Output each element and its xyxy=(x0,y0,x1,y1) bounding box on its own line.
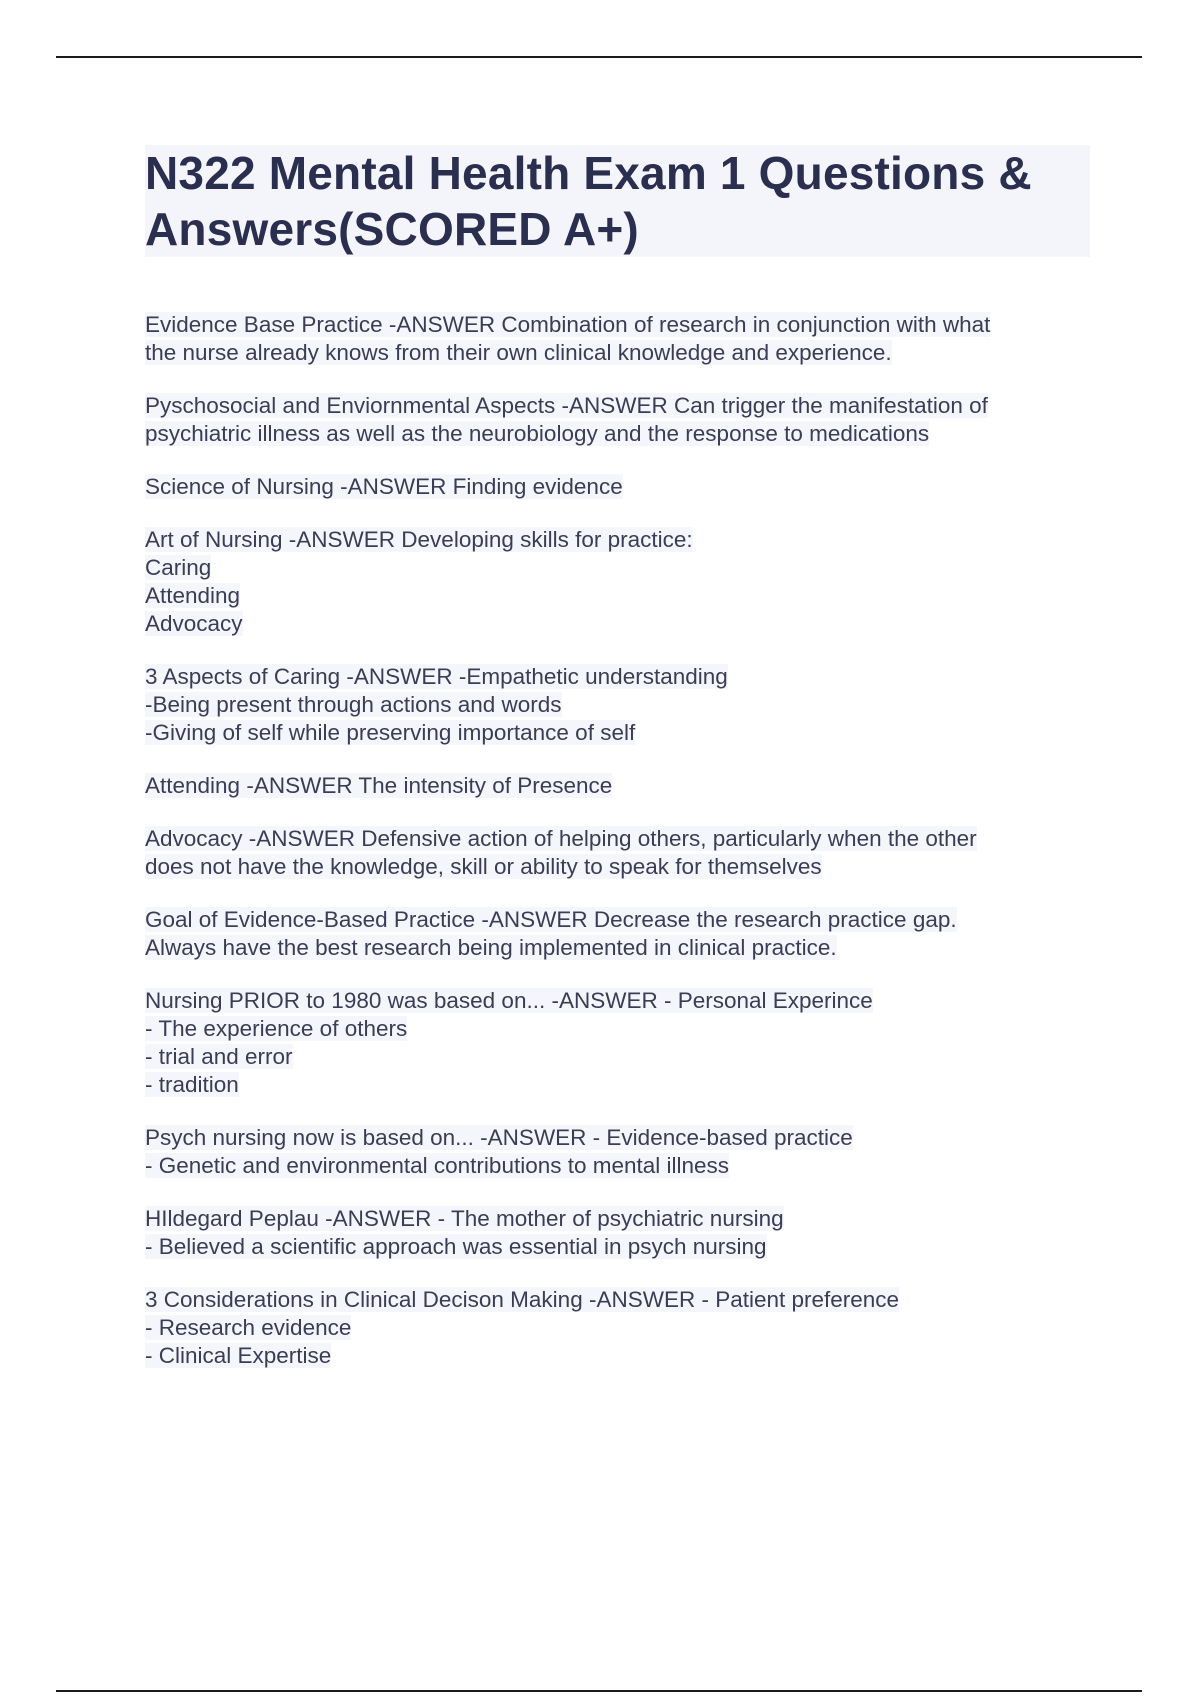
qa-line-text: - Believed a scientific approach was essential in psych nursing xyxy=(145,1234,767,1259)
qa-entry-continuation xyxy=(145,1342,1085,1370)
qa-entry xyxy=(145,311,1085,367)
qa-line-text: Always have the best research being implemented in clinical practice. xyxy=(145,935,837,960)
qa-line-text: Attending -ANSWER The intensity of Presence xyxy=(145,773,613,798)
qa-entry-continuation xyxy=(145,339,1085,367)
qa-entry-continuation xyxy=(145,691,1085,719)
qa-entry xyxy=(145,987,1085,1099)
qa-line-text: - Clinical Expertise xyxy=(145,1343,332,1368)
qa-line-text: Caring xyxy=(145,555,212,580)
qa-entry-text xyxy=(145,1124,1085,1152)
qa-entry-continuation xyxy=(145,719,1085,747)
qa-entry-continuation xyxy=(145,1043,1085,1071)
qa-entry-continuation xyxy=(145,554,1085,582)
qa-entry xyxy=(145,473,1085,501)
qa-line-text: - trial and error xyxy=(145,1044,293,1069)
qa-entry-continuation xyxy=(145,853,1085,881)
bottom-rule xyxy=(56,1690,1142,1692)
qa-entry-text xyxy=(145,392,1085,420)
qa-entry-text xyxy=(145,473,1085,501)
qa-entry xyxy=(145,663,1085,747)
qa-list xyxy=(145,311,1085,1395)
document-title: N322 Mental Health Exam 1 Questions & Answers(SCORED A+) xyxy=(145,147,1032,255)
qa-entry xyxy=(145,1286,1085,1370)
qa-line-text: Evidence Base Practice -ANSWER Combination of research in conjunction with what xyxy=(145,312,991,337)
qa-line-text: psychiatric illness as well as the neurobiology and the response to medications xyxy=(145,421,930,446)
qa-line-text: Art of Nursing -ANSWER Developing skills for practice: xyxy=(145,527,693,552)
qa-line-text: the nurse already knows from their own clinical knowledge and experience. xyxy=(145,340,892,365)
qa-entry-continuation xyxy=(145,1015,1085,1043)
top-rule xyxy=(56,56,1142,58)
qa-line-text: Psych nursing now is based on... -ANSWER - Evidence-based practice xyxy=(145,1125,853,1150)
qa-line-text: Science of Nursing -ANSWER Finding evidence xyxy=(145,474,623,499)
qa-entry-text xyxy=(145,1205,1085,1233)
qa-entry-continuation xyxy=(145,934,1085,962)
qa-entry xyxy=(145,825,1085,881)
qa-entry-text xyxy=(145,526,1085,554)
qa-entry xyxy=(145,1205,1085,1261)
qa-entry-continuation xyxy=(145,420,1085,448)
qa-entry xyxy=(145,906,1085,962)
title-block xyxy=(145,145,1090,257)
qa-line-text: HIldegard Peplau -ANSWER - The mother of psychiatric nursing xyxy=(145,1206,784,1231)
qa-line-text: Advocacy -ANSWER Defensive action of helping others, particularly when the other xyxy=(145,826,977,851)
qa-entry-text xyxy=(145,772,1085,800)
qa-line-text: Goal of Evidence-Based Practice -ANSWER Decrease the research practice gap. xyxy=(145,907,957,932)
qa-entry-text xyxy=(145,1286,1085,1314)
qa-entry-text xyxy=(145,663,1085,691)
qa-line-text: - Genetic and environmental contributions to mental illness xyxy=(145,1153,730,1178)
qa-entry-text xyxy=(145,825,1085,853)
qa-line-text: Advocacy xyxy=(145,611,243,636)
qa-entry-continuation xyxy=(145,610,1085,638)
qa-entry xyxy=(145,1124,1085,1180)
qa-line-text: Attending xyxy=(145,583,241,608)
qa-line-text: - Research evidence xyxy=(145,1315,352,1340)
qa-entry xyxy=(145,392,1085,448)
qa-entry-continuation xyxy=(145,1152,1085,1180)
qa-entry-text xyxy=(145,987,1085,1015)
qa-line-text: - The experience of others xyxy=(145,1016,408,1041)
qa-entry-continuation xyxy=(145,582,1085,610)
qa-entry-text xyxy=(145,311,1085,339)
qa-line-text: -Giving of self while preserving importance of self xyxy=(145,720,636,745)
qa-line-text: does not have the knowledge, skill or ability to speak for themselves xyxy=(145,854,822,879)
qa-line-text: -Being present through actions and words xyxy=(145,692,562,717)
qa-line-text: 3 Considerations in Clinical Decison Making -ANSWER - Patient preference xyxy=(145,1287,900,1312)
qa-line-text: 3 Aspects of Caring -ANSWER -Empathetic understanding xyxy=(145,664,728,689)
qa-entry-continuation xyxy=(145,1314,1085,1342)
qa-entry-text xyxy=(145,906,1085,934)
qa-line-text: Pyschosocial and Enviornmental Aspects -ANSWER Can trigger the manifestation of xyxy=(145,393,988,418)
qa-line-text: - tradition xyxy=(145,1072,239,1097)
qa-entry-continuation xyxy=(145,1071,1085,1099)
qa-entry xyxy=(145,772,1085,800)
qa-entry-continuation xyxy=(145,1233,1085,1261)
qa-line-text: Nursing PRIOR to 1980 was based on... -ANSWER - Personal Experince xyxy=(145,988,873,1013)
qa-entry xyxy=(145,526,1085,638)
